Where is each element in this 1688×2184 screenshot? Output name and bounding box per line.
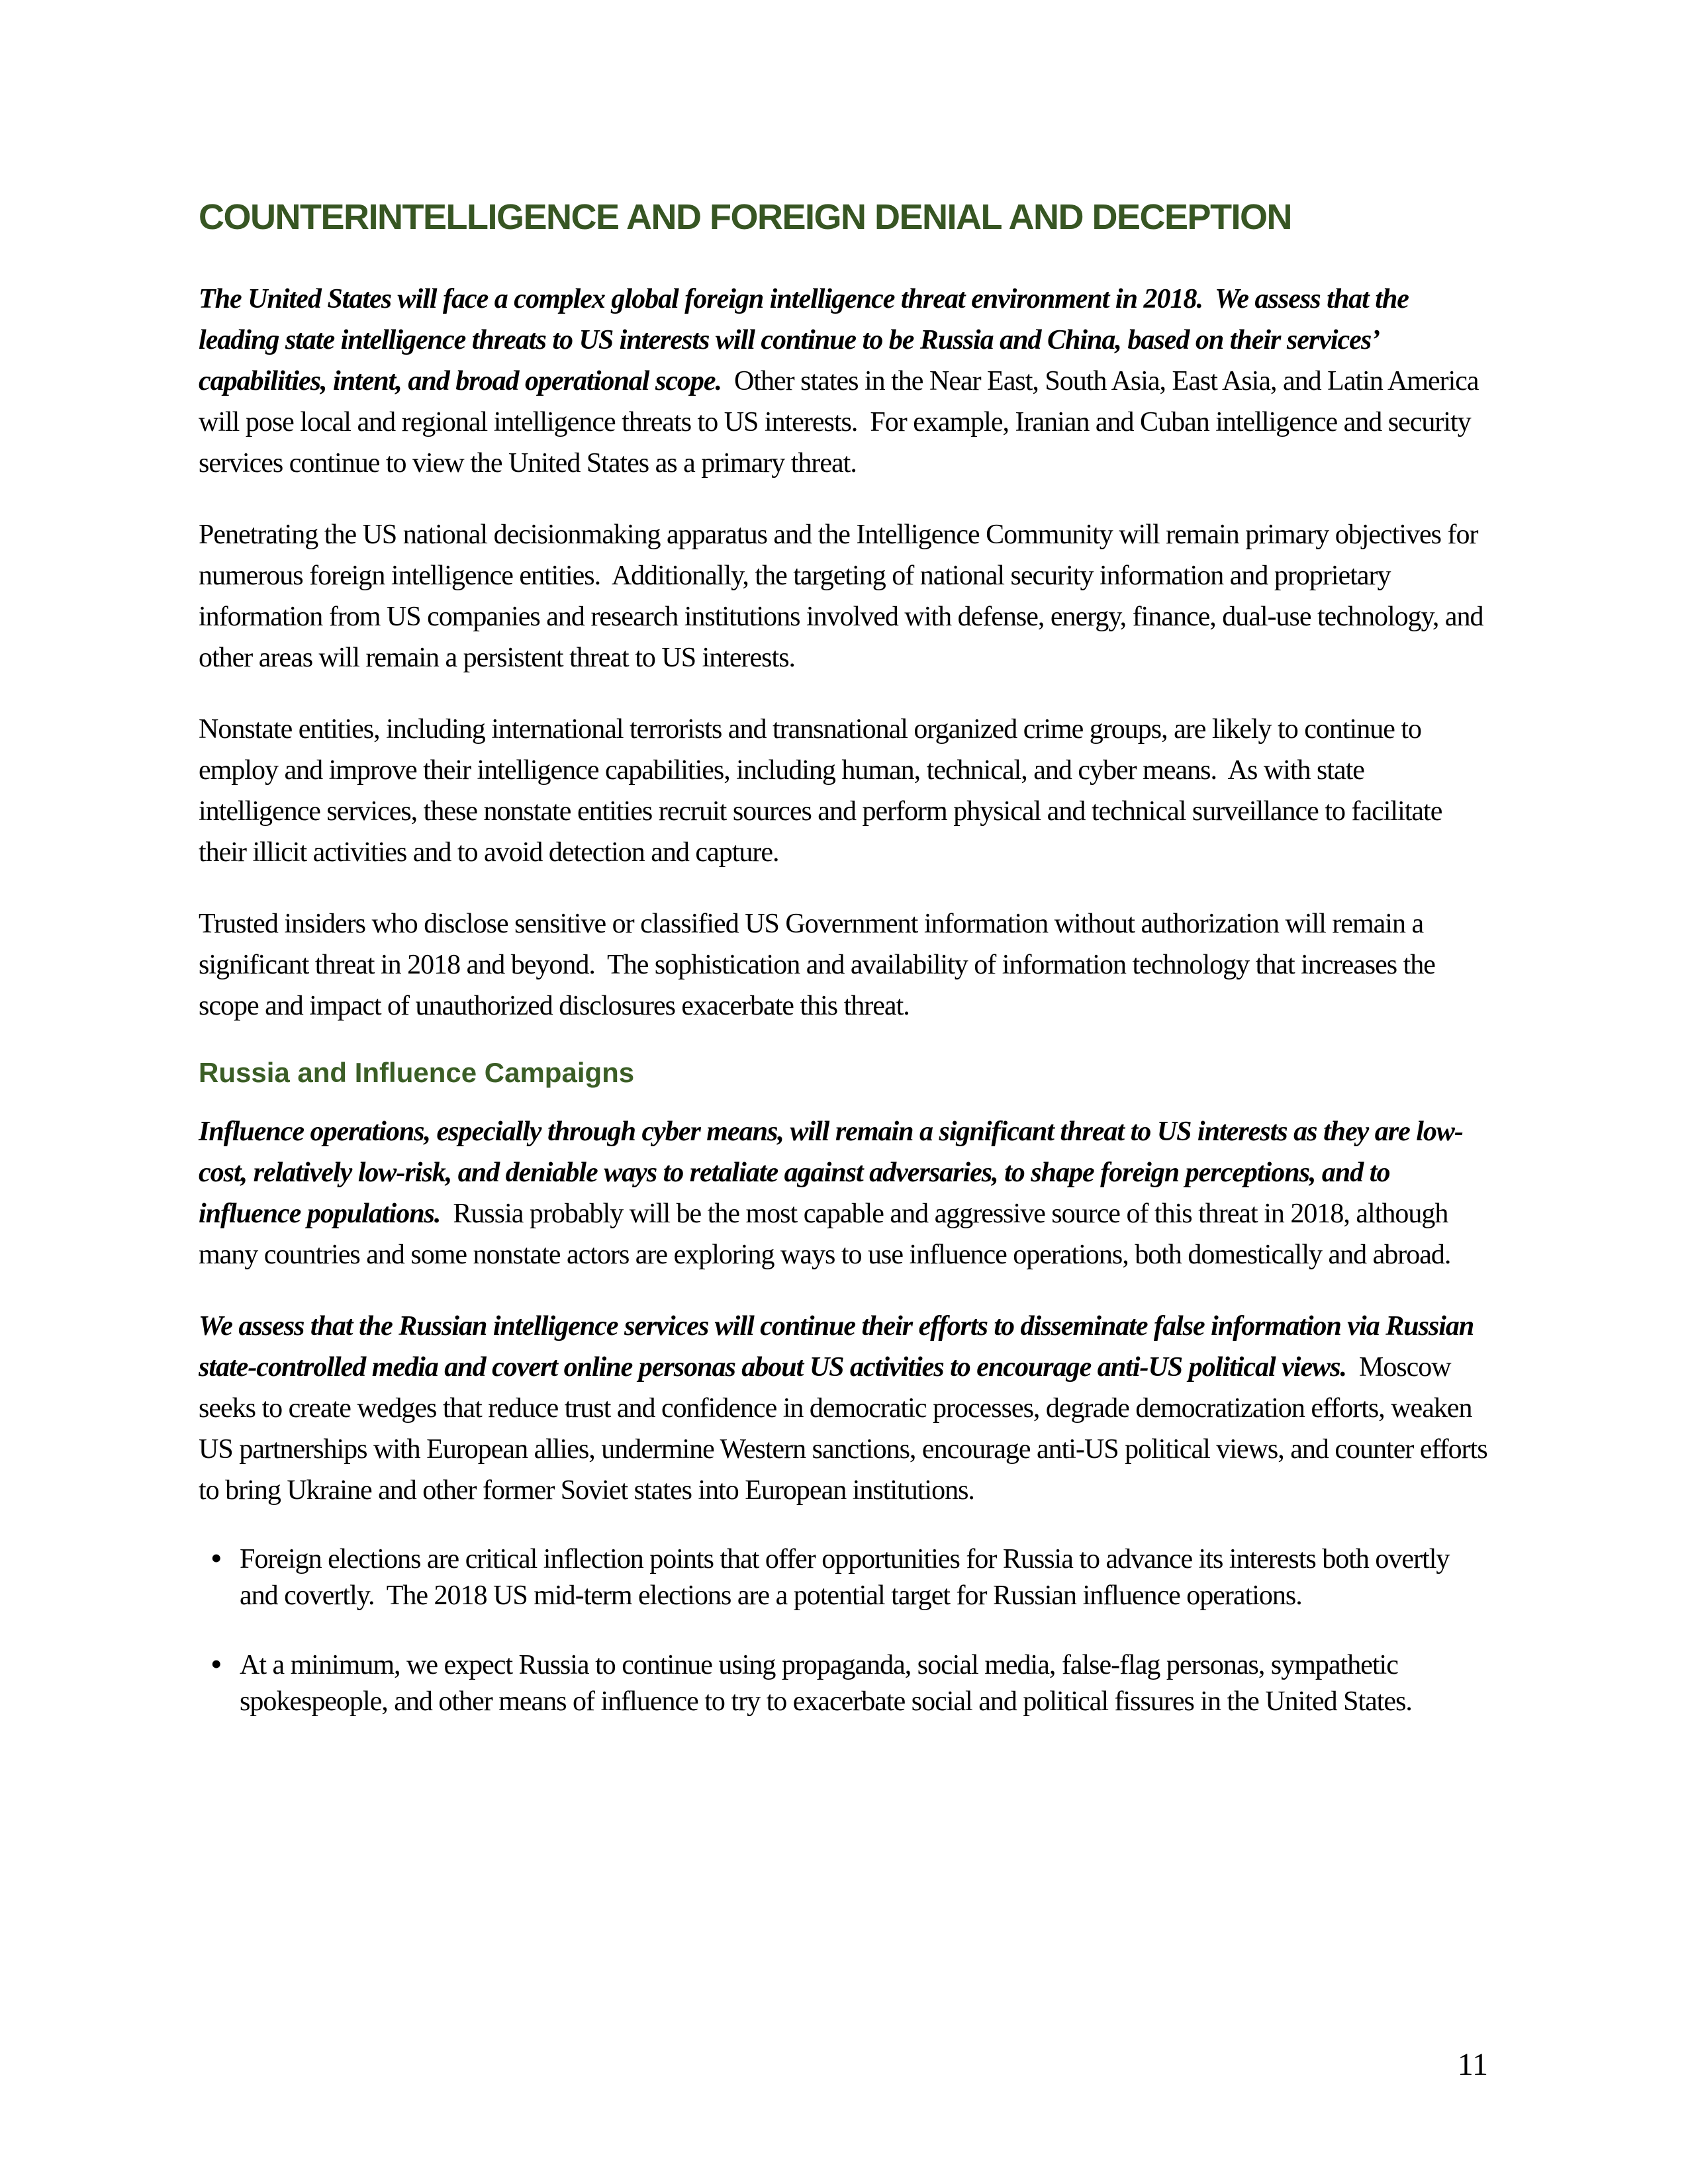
paragraph-lead-bold-italic: Influence operations, especially through cyber means, will remain a significant threat to US interests as they are low-cost, relatively low-risk, and deniable ways to retaliate against adversaries, to shape foreign perceptions, and to influence populations.	[199, 1116, 1463, 1229]
page-content	[199, 197, 1494, 1753]
list-item	[199, 1647, 1491, 1720]
list-item	[199, 1541, 1491, 1614]
paragraph-text: Moscow seeks to create wedges that reduce trust and confidence in democratic processes, degrade democratization efforts, weaken US partnerships with European allies, undermine Western sanctions, encourage anti-US political views, and counter efforts to bring Ukraine and other former Soviet states into European institutions.	[199, 1351, 1494, 1506]
subsection-heading: Russia and Influence Campaigns	[199, 1056, 635, 1088]
bullet-text: At a minimum, we expect Russia to continue using propaganda, social media, false-flag personas, sympathetic spokespeople, and other means of influence to try to exacerbate social and political fissures in the United States.	[240, 1649, 1412, 1717]
paragraph	[199, 1306, 1494, 1511]
paragraph	[199, 514, 1491, 678]
paragraph-text: Russia probably will be the most capable and aggressive source of this threat in 2018, although many countries and some nonstate actors are exploring ways to use influence operations, both domestically and abroad.	[199, 1198, 1454, 1270]
page-number: 11	[1457, 2047, 1488, 2082]
bullet-text: Foreign elections are critical inflection points that offer opportunities for Russia to advance its interests both overtly and covertly. The 2018 US mid-term elections are a potential target for Russian influence operations.	[240, 1543, 1456, 1611]
paragraph-text: Other states in the Near East, South Asia, East Asia, and Latin America will pose local and regional intelligence threats to US interests. For example, Iranian and Cuban intelligence and security services continue to view the United States as a primary threat.	[199, 365, 1485, 478]
paragraph-lead-bold-italic: The United States will face a complex global foreign intelligence threat environment in 2018. We assess that the leading state intelligence threats to US interests will continue to be Russia and China, based on their services’ capabilities, intent, and broad operational scope.	[199, 283, 1415, 396]
paragraph-text: Nonstate entities, including international terrorists and transnational organized crime groups, are likely to continue to employ and improve their intelligence capabilities, including human, technical, and cyber means. As with state intelligence services, these nonstate entities recruit sources and perform physical and technical surveillance to facilitate their illicit activities and to avoid detection and capture.	[199, 713, 1448, 868]
paragraph-text: Trusted insiders who disclose sensitive or classified US Government information without authorization will remain a significant threat in 2018 and beyond. The sophistication and availability of information technology that increases the scope and impact of unauthorized disclosures exacerbate this threat.	[199, 908, 1442, 1021]
paragraph-text: Penetrating the US national decisionmaking apparatus and the Intelligence Community will remain primary objectives for numerous foreign intelligence entities. Additionally, the targeting of national security information and proprietary information from US companies and research institutions involved with defense, energy, finance, dual-use technology, and other areas will remain a persistent threat to US interests.	[199, 519, 1490, 673]
paragraph	[199, 903, 1491, 1026]
bullet-icon: •	[211, 1539, 222, 1576]
section-title: COUNTERINTELLIGENCE AND FOREIGN DENIAL AND DECEPTION	[199, 197, 1292, 237]
bullet-list	[199, 1541, 1491, 1720]
paragraph	[199, 709, 1491, 873]
paragraph	[199, 279, 1491, 484]
bullet-icon: •	[211, 1645, 222, 1682]
paragraph	[199, 1111, 1491, 1275]
paragraph-lead-bold-italic: We assess that the Russian intelligence services will continue their efforts to disseminate false information via Russian state-controlled media and covert online personas about US activities to encourage anti-US political views.	[199, 1310, 1480, 1383]
